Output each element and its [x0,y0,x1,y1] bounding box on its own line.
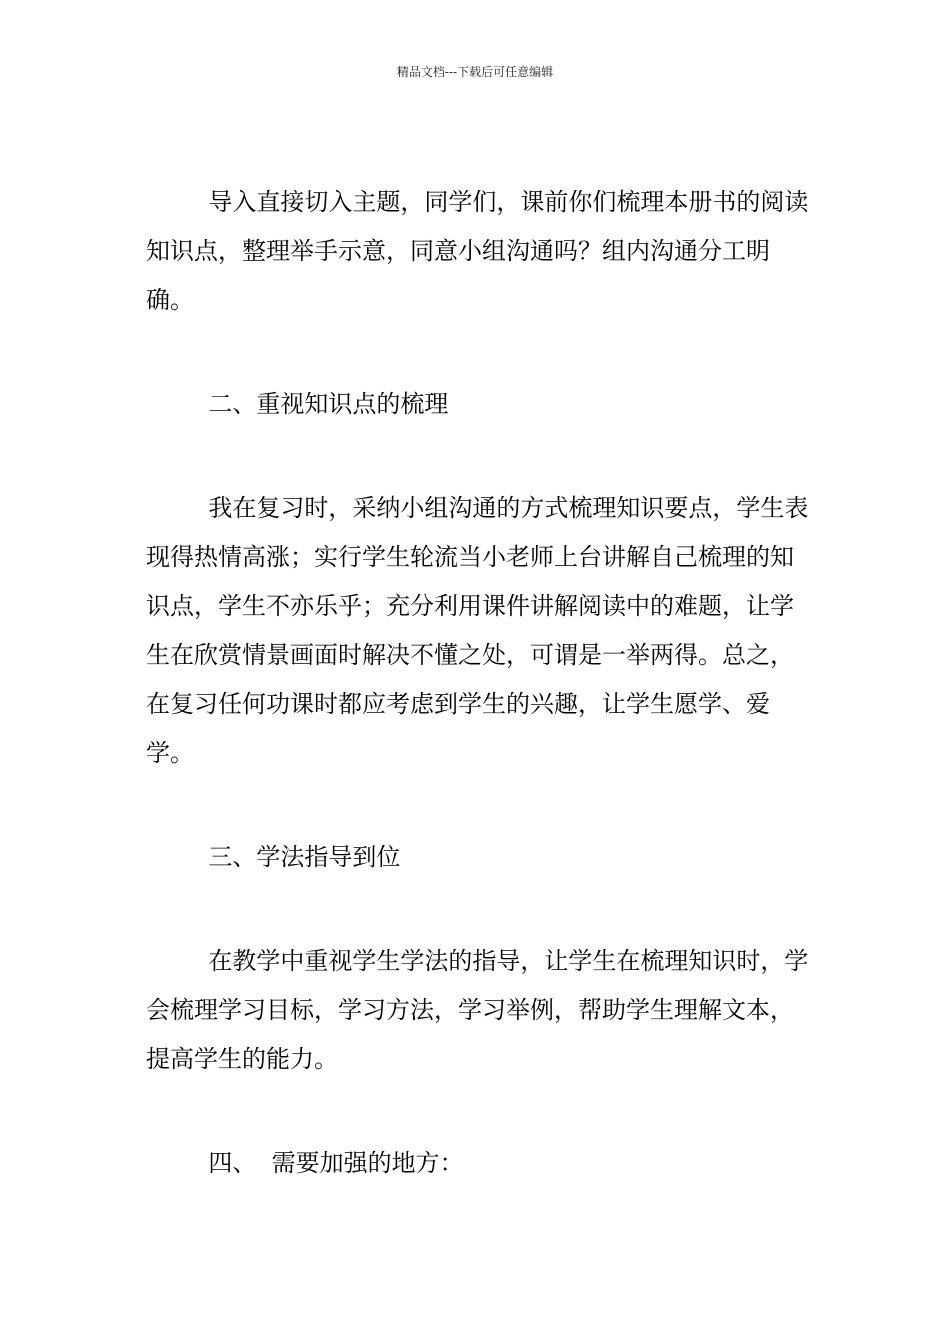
section-heading-4: 四、 需要加强的地方： [208,1149,464,1177]
spacer [146,882,816,937]
spacer [146,325,816,380]
paragraph-intro: 导入直接切入主题，同学们，课前你们梳理本册书的阅读知识点，整理举手示意，同意小组沟通吗？组内沟通分工明确。 [146,188,809,314]
paragraph-section-3: 在教学中重视学生学法的指导，让学生在梳理知识时，学会梳理学习目标，学习方法，学习举例，帮助学生理解文本，提高学生的能力。 [146,947,809,1073]
spacer [146,429,816,484]
page-header: 精品文档---下载后可任意编辑 [396,65,554,79]
paragraph-section-2: 我在复习时，采纳小组沟通的方式梳理知识要点，学生表现得热情高涨；实行学生轮流当小老师上台讲解自己梳理的知识点，学生不亦乐乎；充分利用课件讲解阅读中的难题，让学生在欣赏情景画面时解决不懂之处，可谓是一举两得。总之，在复习任何功课时都应考虑到学生的兴趣，让学生愿学、爱学。 [146,494,809,767]
section-heading-3: 三、学法指导到位 [208,843,401,871]
document-body [146,178,816,1188]
spacer [146,1084,816,1139]
section-heading-2: 二、重视知识点的梳理 [208,390,449,418]
spacer [146,778,816,833]
